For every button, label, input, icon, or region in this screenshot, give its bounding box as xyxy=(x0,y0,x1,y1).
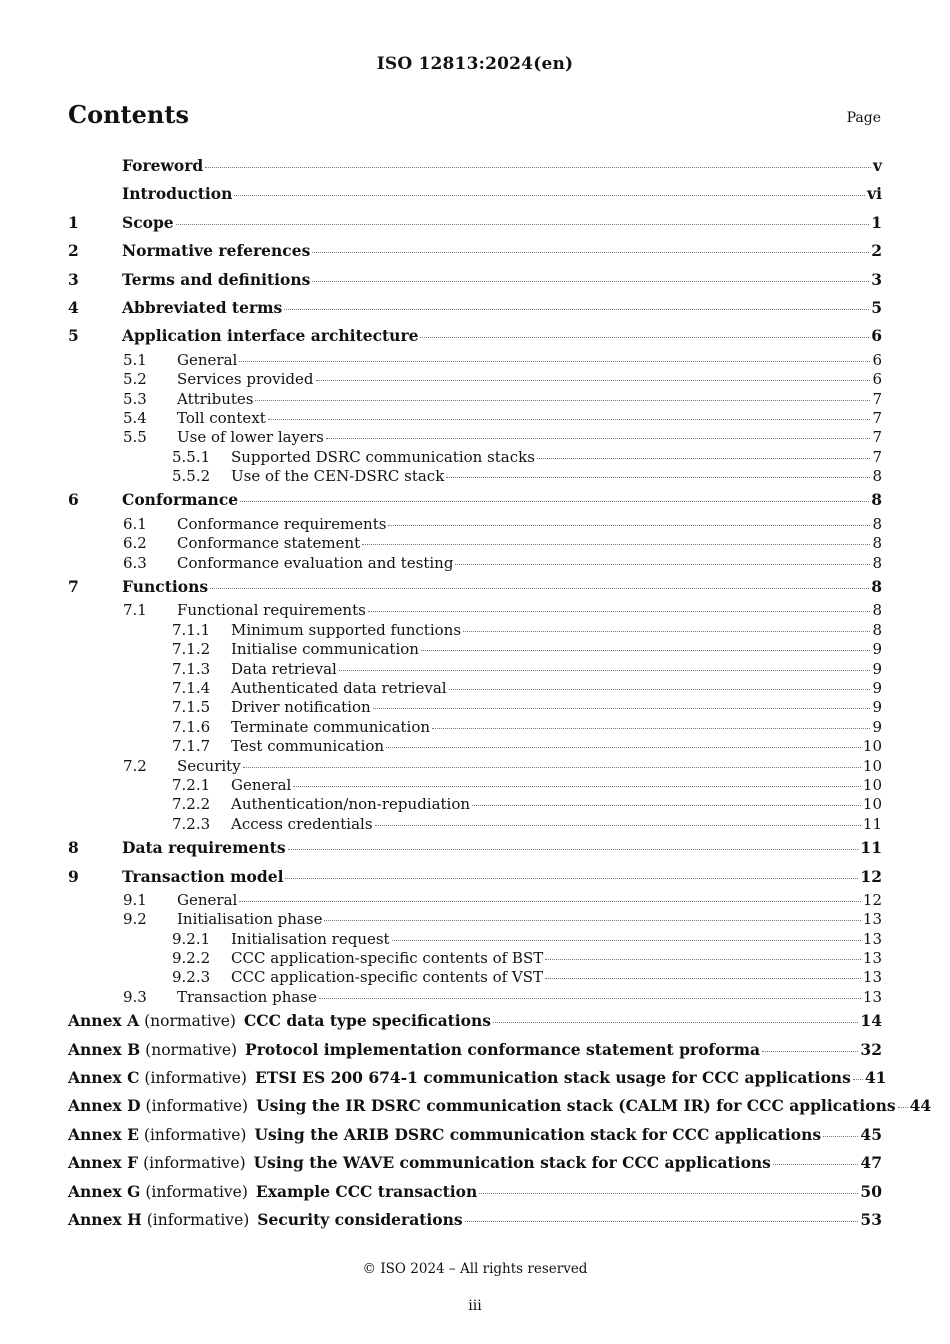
toc-entry[interactable] xyxy=(68,679,882,698)
dot-leader xyxy=(368,611,871,612)
toc-entry-title: Security xyxy=(177,756,241,775)
dot-leader xyxy=(285,878,858,879)
annex-id: Annex F xyxy=(68,1153,139,1173)
toc-entry[interactable] xyxy=(68,660,882,679)
toc-entry-page: 11 xyxy=(860,838,882,858)
dot-leader xyxy=(239,361,870,362)
toc-entry-number: 7.1.1 xyxy=(172,620,211,639)
toc-entry-title: Authenticated data retrieval xyxy=(231,678,447,697)
toc-entry-page: 8 xyxy=(872,553,882,572)
toc-entry[interactable] xyxy=(68,834,882,862)
toc-entry-page: 13 xyxy=(862,968,882,987)
toc-entry-number: 6.1 xyxy=(123,514,147,533)
annex-type: (informative) xyxy=(143,1125,247,1144)
toc-entry-title: Initialisation request xyxy=(231,929,390,948)
dot-leader xyxy=(465,1221,859,1222)
toc-entry-number: 5.5.2 xyxy=(172,467,211,486)
toc-entry-page: 7 xyxy=(872,447,882,466)
annex-type: (informative) xyxy=(145,1182,248,1201)
toc-entry-title: Scope xyxy=(122,212,174,232)
toc-entry-title: Attributes xyxy=(177,389,254,408)
annex-page: 53 xyxy=(860,1209,882,1229)
toc-entry-page: 12 xyxy=(862,890,882,909)
toc-entry-number: 9.1 xyxy=(123,890,147,909)
toc-entry[interactable] xyxy=(68,294,882,322)
annex-type: (normative) xyxy=(144,1012,236,1031)
toc-entry-title: Authentication/non-repudiation xyxy=(231,795,471,814)
annex-id: Annex G xyxy=(68,1181,141,1201)
toc-entry-number: 7.2.1 xyxy=(172,775,211,794)
annex-type: (informative) xyxy=(143,1154,246,1173)
dot-leader xyxy=(392,940,861,941)
toc-entry[interactable] xyxy=(68,737,882,756)
toc-entry-number: 7.2 xyxy=(123,756,147,775)
toc-entry-number: 5.1 xyxy=(123,350,147,369)
dot-leader xyxy=(479,1193,858,1194)
toc-entry-title: General xyxy=(177,890,238,909)
annex-page: 14 xyxy=(860,1011,882,1031)
toc-entry[interactable] xyxy=(68,863,882,891)
dot-leader xyxy=(268,419,871,420)
toc-entry[interactable] xyxy=(68,266,882,294)
annex-title: Example CCC transaction xyxy=(255,1181,478,1201)
toc-entry-page: 7 xyxy=(872,408,882,427)
toc-entry-title: Data requirements xyxy=(122,838,286,858)
annex-entry[interactable] xyxy=(68,1036,882,1064)
toc-entry-page: 10 xyxy=(862,775,882,794)
toc-entry-number: 7.1.7 xyxy=(172,737,211,756)
dot-leader xyxy=(312,281,869,282)
toc-entry-page: v xyxy=(872,156,882,175)
dot-leader xyxy=(375,825,861,826)
toc-entry[interactable] xyxy=(68,467,882,486)
toc-entry-number: 6.2 xyxy=(123,534,147,553)
annex-title: ETSI ES 200 674-1 communication stack usage for CCC applications xyxy=(254,1068,851,1088)
toc-entry-number: 7.1.2 xyxy=(172,640,211,659)
toc-entry-title: Functions xyxy=(122,577,209,597)
toc-entry-number: 7.2.3 xyxy=(172,814,211,833)
toc-entry-page: 8 xyxy=(872,514,882,533)
toc-entry-title: Initialisation phase xyxy=(177,910,323,929)
toc-entry-page: 11 xyxy=(862,814,882,833)
toc-entry[interactable] xyxy=(68,237,882,265)
toc-entry-title: Functional requirements xyxy=(177,601,366,620)
toc-entry[interactable] xyxy=(68,573,882,601)
dot-leader xyxy=(324,920,860,921)
toc-entry-page: 13 xyxy=(862,929,882,948)
toc-entry[interactable] xyxy=(68,988,882,1007)
toc-entry-page: 13 xyxy=(862,987,882,1006)
annex-title: Using the ARIB DSRC communication stack for CCC applications xyxy=(254,1124,822,1144)
toc-entry-page: 9 xyxy=(872,717,882,736)
toc-entry-page: 2 xyxy=(871,241,882,261)
toc-entry-number: 5.5.1 xyxy=(172,447,211,466)
dot-leader xyxy=(472,805,861,806)
dot-leader xyxy=(288,849,859,850)
annex-title: Using the IR DSRC communication stack (CALM IR) for CCC applications xyxy=(256,1096,896,1116)
dot-leader xyxy=(773,1164,859,1165)
toc-entry[interactable] xyxy=(68,601,882,620)
dot-leader xyxy=(205,167,871,168)
annex-page: 47 xyxy=(860,1153,882,1173)
toc-entry-number: 7.1.4 xyxy=(172,678,211,697)
dot-leader xyxy=(463,631,870,632)
annex-id: Annex B xyxy=(68,1039,141,1059)
annex-entry[interactable] xyxy=(68,1149,882,1177)
dot-leader xyxy=(293,786,861,787)
toc-entry-title: Driver notification xyxy=(231,698,371,717)
toc-entry-page: 12 xyxy=(860,866,882,886)
contents-title: Contents xyxy=(68,100,189,129)
dot-leader xyxy=(326,438,871,439)
annex-id: Annex A xyxy=(68,1011,140,1031)
annex-id: Annex D xyxy=(68,1096,141,1116)
toc-entry-title: CCC application-specific contents of VST xyxy=(231,968,544,987)
toc-entry[interactable] xyxy=(68,718,882,737)
dot-leader xyxy=(823,1136,858,1137)
toc-entry[interactable] xyxy=(68,152,882,180)
toc-entry-title: Services provided xyxy=(177,370,314,389)
toc-entry-page: 8 xyxy=(872,620,882,639)
toc-entry-page: 13 xyxy=(862,910,882,929)
toc-entry-page: 1 xyxy=(871,212,882,232)
dot-leader xyxy=(284,309,869,310)
toc-entry-page: 13 xyxy=(862,949,882,968)
annex-entry[interactable] xyxy=(68,1206,882,1234)
toc-entry-number: 9.2.2 xyxy=(172,949,211,968)
dot-leader xyxy=(312,252,869,253)
toc-entry-number: 9 xyxy=(68,866,79,886)
toc-entry-title: Access credentials xyxy=(231,814,373,833)
toc-entry-title: Transaction phase xyxy=(177,987,317,1006)
dot-leader xyxy=(255,400,870,401)
annex-type: (informative) xyxy=(144,1069,247,1088)
dot-leader xyxy=(243,767,861,768)
toc-entry-number: 7.2.2 xyxy=(172,795,211,814)
toc-entry[interactable] xyxy=(68,351,882,370)
toc-entry-number: 7.1.5 xyxy=(172,698,211,717)
toc-entry-page: 8 xyxy=(872,467,882,486)
toc-entry-title: General xyxy=(231,775,292,794)
annex-id: Annex H xyxy=(68,1209,142,1229)
toc-entry-number: 7.1.3 xyxy=(172,659,211,678)
annex-page: 45 xyxy=(860,1124,882,1144)
toc-entry-number: 5.5 xyxy=(123,428,147,447)
dot-leader xyxy=(421,650,871,651)
toc-entry[interactable] xyxy=(68,390,882,409)
dot-leader xyxy=(420,337,869,338)
dot-leader xyxy=(388,525,870,526)
annex-page: 32 xyxy=(860,1039,882,1059)
toc-entry-page: 8 xyxy=(872,534,882,553)
toc-entry-page: 9 xyxy=(872,698,882,717)
toc-entry-title: Application interface architecture xyxy=(122,326,419,346)
dot-leader xyxy=(239,901,861,902)
toc-entry[interactable] xyxy=(68,554,882,573)
page-header: ISO 12813:2024(en) xyxy=(376,54,574,74)
annex-page: 44 xyxy=(909,1096,932,1116)
dot-leader xyxy=(373,708,871,709)
dot-leader xyxy=(545,959,861,960)
toc-entry-title: Foreword xyxy=(122,156,204,175)
toc-entry-title: Transaction model xyxy=(122,866,284,886)
dot-leader xyxy=(319,998,861,999)
toc-entry[interactable] xyxy=(68,968,882,987)
toc-entry-title: Terms and definitions xyxy=(122,269,311,289)
toc-entry-number: 2 xyxy=(68,241,79,261)
dot-leader xyxy=(234,195,865,196)
toc-entry-number: 4 xyxy=(68,297,79,317)
toc-entry-number: 9.2 xyxy=(123,910,147,929)
toc-entry-title: Toll context xyxy=(177,408,266,427)
toc-entry-page: 6 xyxy=(872,370,882,389)
toc-entry-page: 9 xyxy=(872,659,882,678)
toc-entry-page: 8 xyxy=(871,490,882,510)
dot-leader xyxy=(386,747,861,748)
dot-leader xyxy=(362,544,870,545)
dot-leader xyxy=(493,1022,858,1023)
toc-entry-title: Introduction xyxy=(122,184,233,204)
annex-page: 50 xyxy=(860,1181,882,1201)
annex-page: 41 xyxy=(864,1068,887,1088)
annex-entry[interactable] xyxy=(68,1092,932,1120)
toc-entry-title: Use of the CEN-DSRC stack xyxy=(231,467,445,486)
annex-entry[interactable] xyxy=(68,1007,882,1035)
annex-title: Protocol implementation conformance statement proforma xyxy=(245,1039,761,1059)
toc-entry[interactable] xyxy=(68,891,882,910)
toc-entry-page: 9 xyxy=(872,678,882,697)
toc-entry-page: 10 xyxy=(862,756,882,775)
toc-entry[interactable] xyxy=(68,698,882,717)
toc-entry-page: 6 xyxy=(872,350,882,369)
toc-entry-title: Conformance xyxy=(122,490,239,510)
toc-entry[interactable] xyxy=(68,910,882,929)
toc-entry-page: 5 xyxy=(871,297,882,317)
toc-entry-title: Conformance evaluation and testing xyxy=(177,553,454,572)
toc-entry-title: Conformance requirements xyxy=(177,514,387,533)
toc-entry[interactable] xyxy=(68,776,882,795)
toc-entry[interactable] xyxy=(68,370,882,389)
toc-entry[interactable] xyxy=(68,930,882,949)
toc-entry-number: 5.4 xyxy=(123,408,147,427)
page-number: iii xyxy=(468,1298,482,1314)
toc-entry-number: 5.2 xyxy=(123,370,147,389)
dot-leader xyxy=(240,501,869,502)
annex-id: Annex E xyxy=(68,1124,139,1144)
toc-entry-title: Data retrieval xyxy=(231,659,337,678)
toc-entry[interactable] xyxy=(68,815,882,834)
toc-entry-page: 7 xyxy=(872,428,882,447)
toc-entry-title: Test communication xyxy=(231,737,385,756)
toc-entry[interactable] xyxy=(68,949,882,968)
toc-entry-title: Supported DSRC communication stacks xyxy=(231,447,535,466)
annex-title: Using the WAVE communication stack for CCC applications xyxy=(253,1153,771,1173)
dot-leader xyxy=(316,380,871,381)
annex-entry[interactable] xyxy=(68,1064,887,1092)
toc-entry-title: Use of lower layers xyxy=(177,428,324,447)
toc-entry-title: Minimum supported functions xyxy=(231,620,462,639)
toc-entry[interactable] xyxy=(68,757,882,776)
toc-entry-title: CCC application-specific contents of BST xyxy=(231,949,544,968)
toc-entry-number: 3 xyxy=(68,269,79,289)
copyright-notice: © ISO 2024 – All rights reserved xyxy=(362,1261,588,1277)
toc-entry-number: 1 xyxy=(68,212,79,232)
dot-leader xyxy=(455,564,870,565)
dot-leader xyxy=(176,224,870,225)
dot-leader xyxy=(210,588,869,589)
dot-leader xyxy=(762,1051,858,1052)
toc-entry-number: 9.2.1 xyxy=(172,929,211,948)
toc-entry-title: Terminate communication xyxy=(231,717,431,736)
toc-entry-title: Initialise communication xyxy=(231,640,419,659)
toc-entry-number: 7.1 xyxy=(123,601,147,620)
toc-entry-page: 3 xyxy=(871,269,882,289)
toc-entry[interactable] xyxy=(68,795,882,814)
toc-entry[interactable] xyxy=(68,534,882,553)
table-of-contents xyxy=(68,152,932,1234)
toc-entry-page: 10 xyxy=(862,795,882,814)
annex-type: (informative) xyxy=(146,1210,250,1229)
toc-entry-number: 8 xyxy=(68,838,79,858)
toc-entry-number: 9.3 xyxy=(123,987,147,1006)
toc-entry-title: Abbreviated terms xyxy=(122,297,283,317)
toc-entry-page: 7 xyxy=(872,389,882,408)
page-column-label: Page xyxy=(846,110,881,126)
toc-entry-page: 6 xyxy=(871,326,882,346)
dot-leader xyxy=(853,1079,863,1080)
toc-entry-number: 7 xyxy=(68,577,79,597)
toc-entry[interactable] xyxy=(68,409,882,428)
toc-entry[interactable] xyxy=(68,621,882,640)
toc-entry[interactable] xyxy=(68,640,882,659)
toc-entry-number: 5.3 xyxy=(123,389,147,408)
annex-entry[interactable] xyxy=(68,1178,882,1206)
toc-entry-number: 9.2.3 xyxy=(172,968,211,987)
dot-leader xyxy=(449,689,871,690)
dot-leader xyxy=(339,670,871,671)
annex-id: Annex C xyxy=(68,1068,140,1088)
toc-entry-number: 5 xyxy=(68,326,79,346)
toc-entry-page: 8 xyxy=(871,577,882,597)
annex-entry[interactable] xyxy=(68,1121,882,1149)
toc-entry[interactable] xyxy=(68,486,882,514)
toc-entry[interactable] xyxy=(68,180,882,208)
toc-entry[interactable] xyxy=(68,322,882,350)
toc-entry-title: General xyxy=(177,350,238,369)
dot-leader xyxy=(446,477,870,478)
toc-entry[interactable] xyxy=(68,448,882,467)
toc-entry[interactable] xyxy=(68,428,882,447)
dot-leader xyxy=(537,458,871,459)
toc-entry-page: 9 xyxy=(872,640,882,659)
annex-title: Security considerations xyxy=(257,1209,463,1229)
toc-entry-title: Normative references xyxy=(122,241,311,261)
dot-leader xyxy=(898,1107,908,1108)
dot-leader xyxy=(545,978,861,979)
toc-entry-page: vi xyxy=(867,184,882,204)
toc-entry-number: 7.1.6 xyxy=(172,717,211,736)
toc-entry[interactable] xyxy=(68,515,882,534)
toc-entry[interactable] xyxy=(68,209,882,237)
annex-type: (normative) xyxy=(145,1040,238,1059)
toc-entry-page: 10 xyxy=(862,737,882,756)
annex-title: CCC data type specifications xyxy=(243,1011,491,1031)
dot-leader xyxy=(432,728,870,729)
toc-entry-page: 8 xyxy=(872,601,882,620)
toc-entry-number: 6 xyxy=(68,490,79,510)
toc-entry-title: Conformance statement xyxy=(177,534,361,553)
annex-type: (informative) xyxy=(145,1097,249,1116)
toc-entry-number: 6.3 xyxy=(123,553,147,572)
